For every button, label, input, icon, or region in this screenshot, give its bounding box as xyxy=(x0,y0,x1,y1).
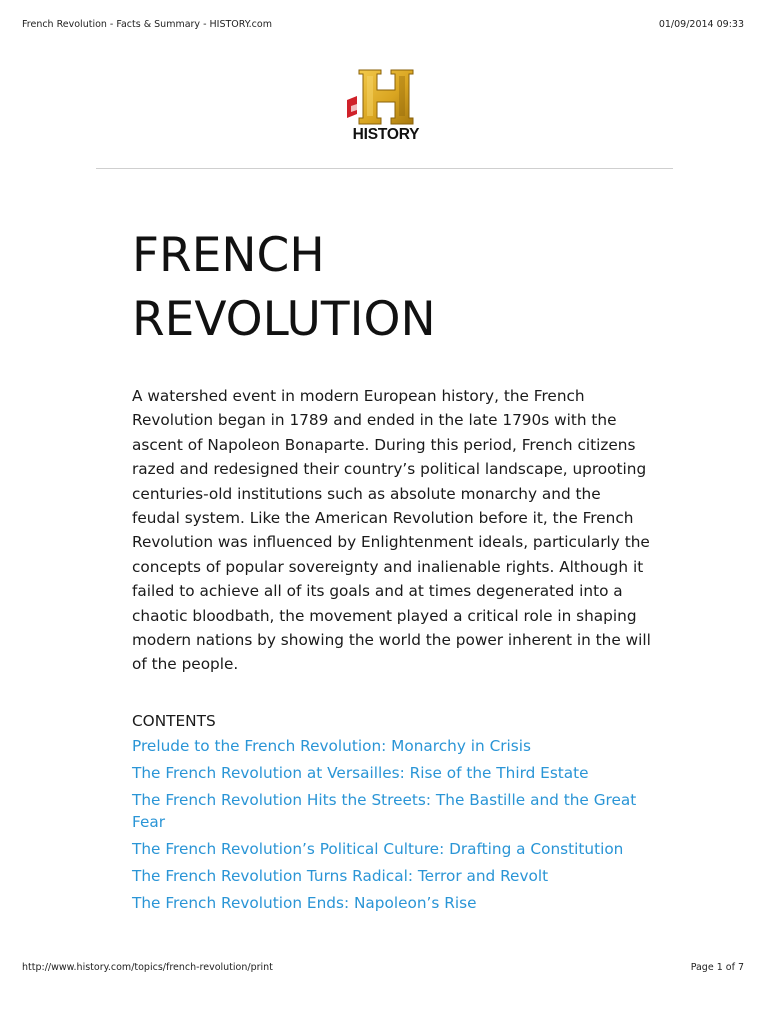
intro-paragraph: A watershed event in modern European history, the French Revolution began in 1789 and ended in the late 1790s with the ascent of Napoleon Bonaparte. During this period, French citizens razed and redesigned their country’s political landscape, uprooting centuries-old institutions such as absolute monarchy and the feudal system. Like the American Revolution before it, the French Revolution was influenced by Enlightenment ideals, particularly the concepts of popular sovereignty and inalienable rights. Although it failed to achieve all of its goals and at times degenerated into a chaotic bloodbath, the movement played a critical role in shaping modern nations by showing the world the power inherent in the will of the people. xyxy=(132,387,651,674)
toc-item xyxy=(132,762,652,784)
page-title-line: FRENCH xyxy=(132,228,325,283)
history-wordmark: HISTORY xyxy=(352,126,420,143)
toc-link-versailles[interactable]: The French Revolution at Versailles: Rise of the Third Estate xyxy=(132,764,589,782)
toc-item xyxy=(132,789,652,833)
print-header-title: French Revolution - Facts & Summary - HISTORY.com xyxy=(22,19,272,30)
print-footer-page-number: Page 1 of 7 xyxy=(690,962,744,973)
header-divider xyxy=(96,168,673,169)
table-of-contents xyxy=(132,735,652,919)
page-title xyxy=(132,224,652,352)
toc-item xyxy=(132,735,652,757)
toc-link-streets[interactable]: The French Revolution Hits the Streets: The Bastille and the Great Fear xyxy=(132,791,637,831)
toc-link-prelude[interactable]: Prelude to the French Revolution: Monarchy in Crisis xyxy=(132,737,531,755)
toc-link-radical[interactable]: The French Revolution Turns Radical: Terror and Revolt xyxy=(132,867,549,885)
toc-item xyxy=(132,838,652,860)
print-footer-url: http://www.history.com/topics/french-revolution/print xyxy=(22,962,273,973)
toc-link-political-culture[interactable]: The French Revolution’s Political Culture: Drafting a Constitution xyxy=(132,840,624,858)
toc-link-ends[interactable]: The French Revolution Ends: Napoleon’s Rise xyxy=(132,894,477,912)
history-logo[interactable] xyxy=(343,66,429,148)
history-h-logo-icon xyxy=(343,66,429,128)
page-title-line: REVOLUTION xyxy=(132,292,436,347)
contents-heading: CONTENTS xyxy=(132,712,216,730)
print-header-datetime: 01/09/2014 09:33 xyxy=(658,19,744,30)
toc-item xyxy=(132,892,652,914)
toc-item xyxy=(132,865,652,887)
